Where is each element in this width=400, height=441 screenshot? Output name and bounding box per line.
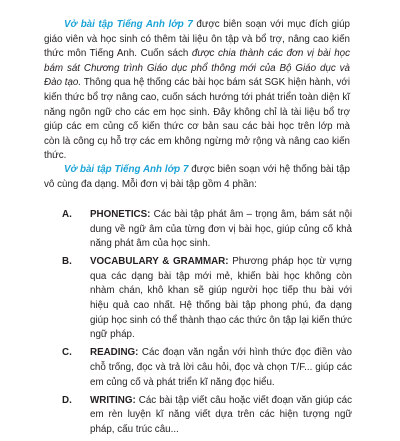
item-letter: C. <box>62 347 72 359</box>
item-letter: B. <box>62 256 72 268</box>
list-item <box>62 208 352 252</box>
item-body: Các đoạn văn ngắn với hình thức đọc điền vào chỗ trống, đọc và trả lời câu hỏi, đọc và chọn T/F... giúp các em củng cố và phát triển kĩ năng đọc hiểu. <box>90 347 352 388</box>
item-heading: WRITING: <box>90 394 136 406</box>
intro-paragraph <box>44 18 350 164</box>
item-heading: VOCABULARY & GRAMMAR: <box>90 256 229 268</box>
item-letter: A. <box>62 209 72 220</box>
intro-italic-text: được chia thành các đơn vị bài học bám sát Chương trình Giáo dục phổ thông mới của Bộ Giáo dục và Đào tạo. <box>44 48 350 89</box>
item-body: Phương pháp học từ vựng qua các dạng bài tập mới mẻ, khiến bài học không còn nhàm chán, khô khan sẽ giúp người học tiếp thu bài với hiệu quả cao nhất. Hệ thống bài tập phong phú, đa dạng giúp học sinh có thể thành thạo các thức ôn tập lại kiến thức ngữ pháp. <box>90 256 353 341</box>
list-item <box>62 255 352 343</box>
structure-text: được biên soạn với hệ thống bài tập vô cùng đa dạng. Mỗi đơn vị bài tập gồm 4 phần: <box>44 164 350 190</box>
item-heading: READING: <box>90 347 139 359</box>
list-item <box>62 394 352 438</box>
intro-text-a: được biên soạn với mục đích giúp giáo viên và học sinh có thêm tài liệu ôn tập và bổ trợ, nâng cao kiến thức môn Tiếng Anh. Cuốn sách <box>44 19 350 60</box>
book-title: Vở bài tập Tiếng Anh lớp 7 <box>64 19 193 30</box>
item-letter: D. <box>62 394 72 406</box>
book-title-second: Vở bài tập Tiếng Anh lớp 7 <box>64 164 189 175</box>
parts-list <box>62 208 352 441</box>
item-heading: PHONETICS: <box>90 209 151 220</box>
item-body: Các bài tập phát âm – trọng âm, bám sát nội dung về ngữ âm của từng đơn vị bài học, giúp củng cố khả năng phát âm của học sinh. <box>90 209 352 250</box>
structure-paragraph <box>44 163 350 192</box>
item-body: Các bài tập viết câu hoặc viết đoạn văn giúp các em rèn luyện kĩ năng viết dựa trên các hiện tượng ngữ pháp, cấu trúc câu... <box>90 394 352 435</box>
list-item <box>62 346 352 390</box>
intro-text-b: Thông qua hệ thống các bài học bám sát SGK hiện hành, với kiến thức bổ trợ nâng cao, cuốn sách hướng tới phát triển toàn diện kĩ năng ngôn ngữ cho các em học sinh. Đây không chỉ là tài liệu bổ trợ giúp các em củng cố kiến thức cơ bản sau các bài học trên lớp mà còn là công cụ hỗ trợ các em không ngừng mở rộng và nâng cao kiến thức. <box>44 77 350 162</box>
